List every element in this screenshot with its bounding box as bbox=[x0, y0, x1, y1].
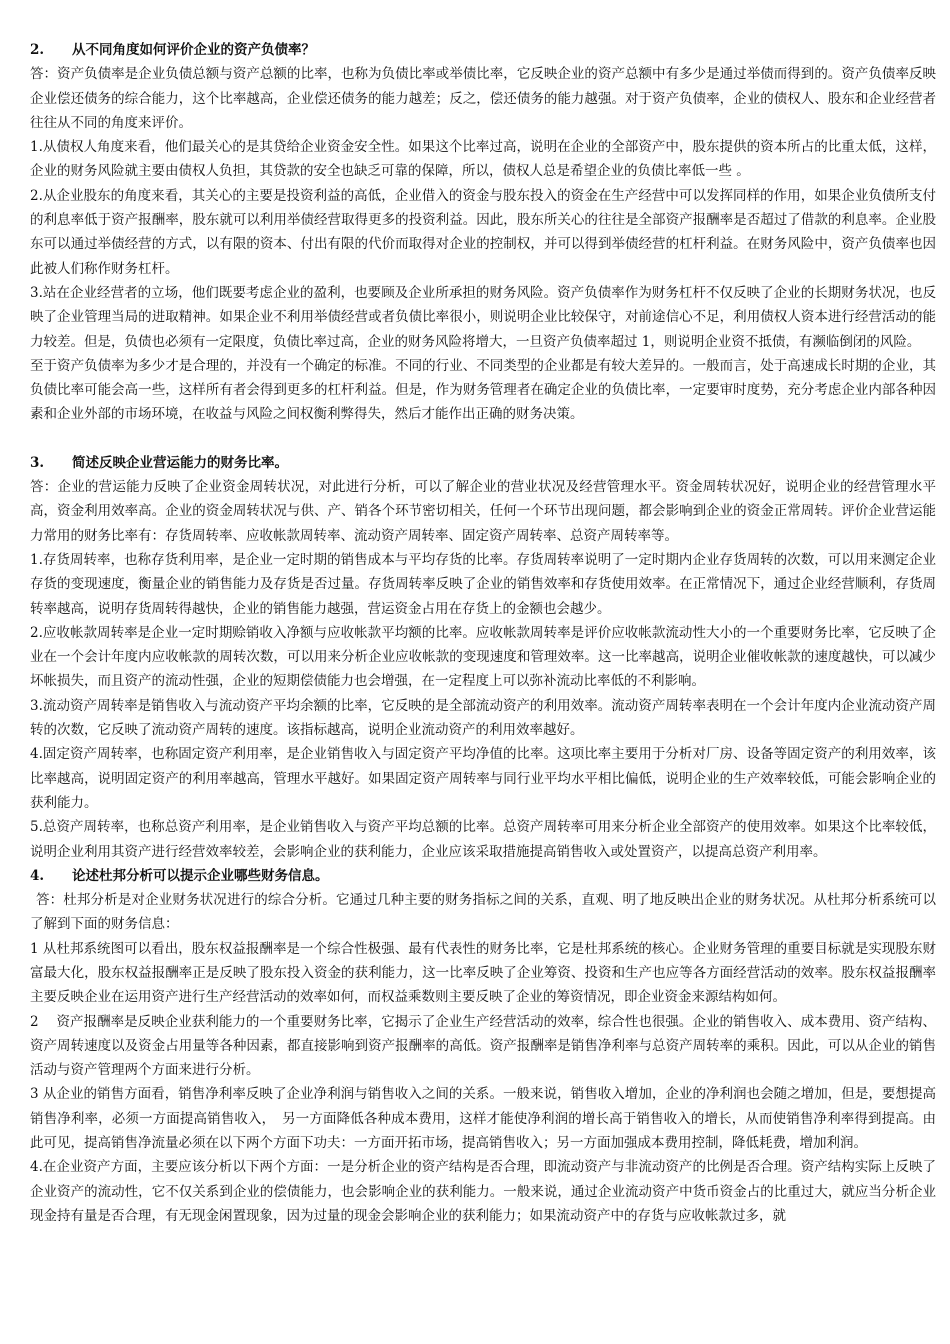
section-title: 从不同角度如何评价企业的资产负债率？ bbox=[72, 42, 315, 58]
paragraph: 1.从债权人角度来看，他们最关心的是其贷给企业资金安全性。如果这个比率过高，说明在企业的全部资产中，股东提供的资本所占的比重太低，这样，企业的财务风险就主要由债权人负担，其贷款的安全也缺乏可靠的保障，所以，债权人总是希望企业的负债比率低一些 。 bbox=[30, 139, 936, 180]
paragraph: 5.总资产周转率，也称总资产利用率，是企业销售收入与资产平均总额的比率。总资产周转率可用来分析企业全部资产的使用效率。如果这个比率较低，说明企业利用其资产进行经营效率较差，会影响企业的获利能力，企业应该采取措施提高销售收入或处置资产，以提高总资产利用率。 bbox=[30, 819, 936, 860]
section-heading bbox=[30, 38, 936, 62]
paragraph: 1.存货周转率，也称存货利用率，是企业一定时期的销售成本与平均存货的比率。存货周转率说明了一定时期内企业存货周转的次数，可以用来测定企业存货的变现速度，衡量企业的销售能力及存货是否过量。存货周转率反映了企业的销售效率和存货使用效率。在正常情况下，通过企业经营顺利，存货周转率越高，说明存货周转得越快，企业的销售能力越强，营运资金占用在存货上的金额也会越少。 bbox=[30, 551, 936, 617]
paragraph: 答：企业的营运能力反映了企业资金周转状况，对此进行分析，可以了解企业的营业状况及经营管理水平。资金周转状况好，说明企业的经营管理水平高，资金利用效率高。企业的资金周转状况与供、产、销各个环节密切相关，任何一个环节出现问题，都会影响到企业的资金正常周转。评价企业营运能力常用的财务比率有：存货周转率、应收帐款周转率、流动资产周转率、固定资产周转率、总资产周转率等。 bbox=[30, 479, 936, 544]
section-number: 4. bbox=[30, 867, 45, 884]
paragraph: 3 从企业的销售方面看，销售净利率反映了企业净利润与销售收入之间的关系。一般来说，销售收入增加，企业的净利润也会随之增加，但是，要想提高销售净利率，必须一方面提高销售收入， 另一方面降低各种成本费用，这样才能使净利润的增长高于销售收入的增长，从而使销售净利率得到提高。由此可见，提高销售净流量必须在以下两个方面下功夫：一方面开拓市场，提高销售收入；另一方面加强成本费用控制，降低耗费，增加利润。 bbox=[30, 1086, 936, 1152]
blank-line bbox=[30, 427, 936, 451]
paragraph: 2 资产报酬率是反映企业获利能力的一个重要财务比率，它揭示了企业生产经营活动的效率，综合性也很强。企业的销售收入、成本费用、资产结构、资产周转速度以及资金占用量等各种因素，都直接影响到资产报酬率的高低。资产报酬率是销售净利率与总资产周转率的乘积。因此，可以从企业的销售活动与资产管理两个方面来进行分析。 bbox=[30, 1013, 936, 1079]
paragraph: 1 从杜邦系统图可以看出，股东权益报酬率是一个综合性极强、最有代表性的财务比率，它是杜邦系统的核心。企业财务管理的重要目标就是实现股东财富最大化，股东权益报酬率正是反映了股东投入资金的获利能力，这一比率反映了企业筹资、投资和生产也应等各方面经营活动的效率。股东权益报酬率主要反映企业在运用资产进行生产经营活动的效率如何，而权益乘数则主要反映了企业的筹资情况，即企业资金来源结构如何。 bbox=[30, 940, 936, 1006]
paragraph: 4.在企业资产方面，主要应该分析以下两个方面：一是分析企业的资产结构是否合理，即流动资产与非流动资产的比例是否合理。资产结构实际上反映了企业资产的流动性，它不仅关系到企业的偿债能力，也会影响企业的获利能力。一般来说，通过企业流动资产中货币资金占的比重过大，就应当分析企业现金持有量是否合理，有无现金闲置现象，因为过量的现金会影响企业的获利能力；如果流动资产中的存货与应收帐款过多，就 bbox=[30, 1159, 936, 1224]
paragraph: 答：杜邦分析是对企业财务状况进行的综合分析。它通过几种主要的财务指标之间的关系，直观、明了地反映出企业的财务状况。从杜邦分析系统可以了解到下面的财务信息： bbox=[30, 892, 936, 933]
section-title: 简述反映企业营运能力的财务比率。 bbox=[72, 454, 288, 471]
section-number: 2. bbox=[30, 42, 45, 58]
section-heading bbox=[30, 451, 936, 475]
paragraph: 4.固定资产周转率，也称固定资产利用率，是企业销售收入与固定资产平均净值的比率。这项比率主要用于分析对厂房、设备等固定资产的利用效率，该比率越高，说明固定资产的利用率越高，管理水平越好。如果固定资产周转率与同行业平均水平相比偏低，说明企业的生产效率较低，可能会影响企业的获利能力。 bbox=[30, 746, 936, 811]
document-body bbox=[30, 38, 936, 1228]
section-number: 3. bbox=[30, 454, 45, 471]
paragraph: 2.应收帐款周转率是企业一定时期赊销收入净额与应收帐款平均额的比率。应收帐款周转率是评价应收帐款流动性大小的一个重要财务比率，它反映了企业在一个会计年度内应收帐款的周转次数，可以用来分析企业应收帐款的变现速度和管理效率。这一比率越高，说明企业催收帐款的速度越快，可以减少坏帐损失，而且资产的流动性强，企业的短期偿债能力也会增强，在一定程度上可以弥补流动比率低的不利影响。 bbox=[30, 624, 936, 690]
paragraph: 至于资产负债率为多少才是合理的，并没有一个确定的标准。不同的行业、不同类型的企业都是有较大差异的。一般而言，处于高速成长时期的企业，其负债比率可能会高一些，这样所有者会得到更多的杠杆利益。但是，作为财务管理者在确定企业的负债比率，一定要审时度势，充分考虑企业内部各种因素和企业外部的市场环境，在收益与风险之间权衡利弊得失，然后才能作出正确的财务决策。 bbox=[30, 357, 936, 423]
paragraph: 3.流动资产周转率是销售收入与流动资产平均余额的比率，它反映的是全部流动资产的利用效率。流动资产周转率表明在一个会计年度内企业流动资产周转的次数，它反映了流动资产周转的速度。该指标越高，说明企业流动资产的利用效率越好。 bbox=[30, 697, 936, 739]
paragraph: 2.从企业股东的角度来看，其关心的主要是投资利益的高低，企业借入的资金与股东投入的资金在生产经营中可以发挥同样的作用，如果企业负债所支付的利息率低于资产报酬率，股东就可以利用举债经营取得更多的投资利益。因此，股东所关心的往往是全部资产报酬率是否超过了借款的利息率。企业股东可以通过举债经营的方式，以有限的资本、付出有限的代价而取得对企业的控制权，并可以得到举债经营的杠杆利益。在财务风险中，资产负债率也因此被人们称作财务杠杆。 bbox=[30, 187, 936, 277]
paragraph: 3.站在企业经营者的立场，他们既要考虑企业的盈利，也要顾及企业所承担的财务风险。资产负债率作为财务杠杆不仅反映了企业的长期财务状况，也反映了企业管理当局的进取精神。如果企业不利用举债经营或者负债比率很小，则说明企业比较保守，对前途信心不足，利用债权人资本进行经营活动的能力较差。但是，负债也必须有一定限度，负债比率过高，企业的财务风险将增大，一旦资产负债率超过 1，则说明企业资不抵债，有濒临倒闭的风险。 bbox=[30, 284, 936, 350]
section-heading bbox=[30, 864, 936, 888]
paragraph: 答：资产负债率是企业负债总额与资产总额的比率，也称为负债比率或举债比率，它反映企业的资产总额中有多少是通过举债而得到的。资产负债率反映企业偿还债务的综合能力，这个比率越高，企业偿还债务的能力越差；反之，偿还债务的能力越强。对于资产负债率，企业的债权人、股东和企业经营者往往从不同的角度来评价。 bbox=[30, 66, 936, 131]
section-title: 论述杜邦分析可以提示企业哪些财务信息。 bbox=[72, 867, 329, 884]
